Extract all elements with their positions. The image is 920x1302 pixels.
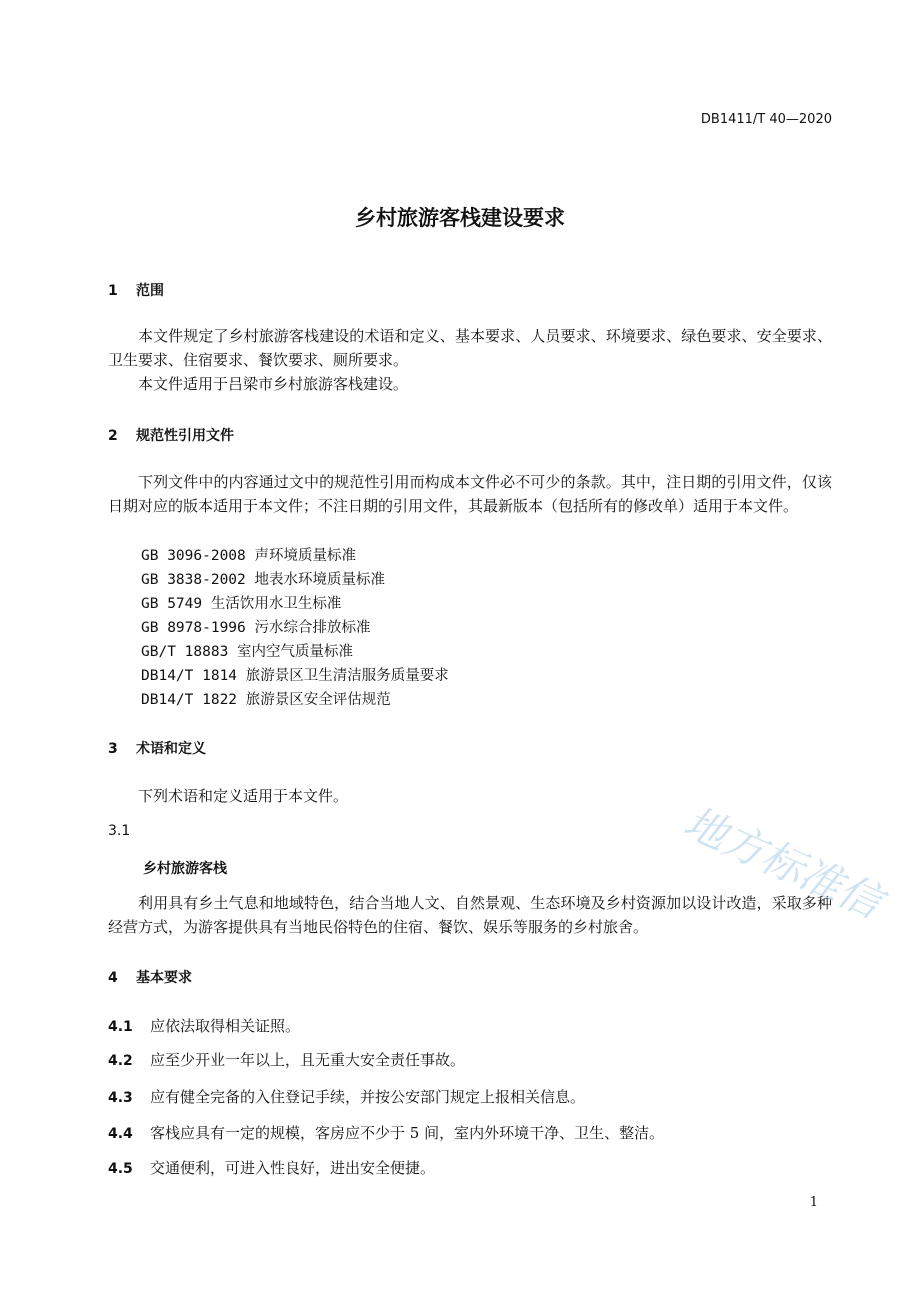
reference-code: GB 3096-2008 bbox=[141, 548, 255, 564]
section-number: 1 bbox=[108, 283, 118, 299]
clause-number: 4.2 bbox=[108, 1053, 133, 1069]
section-number: 3 bbox=[108, 741, 118, 757]
section-number: 2 bbox=[108, 428, 118, 444]
term-name: 乡村旅游客栈 bbox=[143, 861, 227, 877]
section-1-paragraph-1: 本文件规定了乡村旅游客栈建设的术语和定义、基本要求、人员要求、环境要求、绿色要求、安全要求、卫生要求、住宿要求、餐饮要求、厕所要求。 bbox=[108, 327, 832, 369]
clause-text: 应依法取得相关证照。 bbox=[150, 1017, 301, 1035]
reference-title: 生活饮用水卫生标准 bbox=[210, 596, 342, 612]
reference-code: GB 3838-2002 bbox=[141, 572, 255, 588]
clause-number: 4.3 bbox=[108, 1090, 133, 1106]
clause-4-2 bbox=[108, 1049, 465, 1070]
section-3-intro: 下列术语和定义适用于本文件。 bbox=[138, 787, 349, 805]
reference-title: 污水综合排放标准 bbox=[254, 620, 371, 636]
section-title: 基本要求 bbox=[136, 970, 192, 986]
reference-code: GB 5749 bbox=[141, 596, 211, 612]
clause-text: 应有健全完备的入住登记手续，并按公安部门规定上报相关信息。 bbox=[150, 1088, 586, 1106]
clause-4-5 bbox=[108, 1157, 435, 1178]
reference-item bbox=[141, 616, 371, 637]
reference-title: 室内空气质量标准 bbox=[237, 644, 354, 660]
reference-title: 声环境质量标准 bbox=[254, 548, 356, 564]
section-1-paragraph-2: 本文件适用于吕梁市乡村旅游客栈建设。 bbox=[138, 375, 409, 393]
reference-item bbox=[141, 664, 449, 685]
section-3-heading bbox=[108, 738, 206, 758]
page-title: 乡村旅游客栈建设要求 bbox=[355, 206, 565, 230]
watermark: 地方标准信 bbox=[676, 797, 889, 928]
term-definition: 利用具有乡土气息和地域特色，结合当地人文、自然景观、生态环境及乡村资源加以设计改造，采取多种经营方式，为游客提供具有当地民俗特色的住宿、餐饮、娱乐等服务的乡村旅舍。 bbox=[108, 894, 832, 936]
term-number: 3.1 bbox=[108, 823, 131, 839]
reference-title: 旅游景区卫生清洁服务质量要求 bbox=[245, 668, 449, 684]
section-number: 4 bbox=[108, 970, 118, 986]
clause-number: 4.5 bbox=[108, 1161, 133, 1177]
clause-number: 4.1 bbox=[108, 1019, 133, 1035]
section-title: 范围 bbox=[136, 283, 164, 299]
reference-item bbox=[141, 544, 356, 565]
reference-item bbox=[141, 568, 385, 589]
page-number: 1 bbox=[809, 1195, 818, 1210]
clause-number: 4.4 bbox=[108, 1126, 133, 1142]
section-1-heading bbox=[108, 280, 164, 300]
clause-4-1 bbox=[108, 1015, 300, 1036]
reference-code: GB 8978-1996 bbox=[141, 620, 255, 636]
reference-item bbox=[141, 688, 391, 709]
reference-code: GB/T 18883 bbox=[141, 644, 238, 660]
clause-4-3 bbox=[108, 1086, 585, 1107]
reference-title: 旅游景区安全评估规范 bbox=[245, 692, 391, 708]
clause-4-4 bbox=[108, 1122, 664, 1143]
reference-item bbox=[141, 640, 353, 661]
document-code: DB1411/T 40—2020 bbox=[700, 112, 832, 127]
reference-item bbox=[141, 592, 341, 613]
reference-code: DB14/T 1814 bbox=[141, 668, 246, 684]
section-title: 规范性引用文件 bbox=[136, 428, 234, 444]
clause-text: 应至少开业一年以上，且无重大安全责任事故。 bbox=[150, 1051, 466, 1069]
reference-title: 地表水环境质量标准 bbox=[254, 572, 385, 588]
reference-code: DB14/T 1822 bbox=[141, 692, 246, 708]
section-2-intro: 下列文件中的内容通过文中的规范性引用而构成本文件必不可少的条款。其中，注日期的引用文件，仅该日期对应的版本适用于本文件；不注日期的引用文件，其最新版本（包括所有的修改单）适用于本文件。 bbox=[108, 473, 832, 515]
section-2-heading bbox=[108, 425, 234, 445]
clause-text: 交通便利，可进入性良好，进出安全便捷。 bbox=[150, 1159, 436, 1177]
section-title: 术语和定义 bbox=[136, 741, 206, 757]
section-4-heading bbox=[108, 967, 192, 987]
clause-text: 客栈应具有一定的规模，客房应不少于 5 间，室内外环境干净、卫生、整洁。 bbox=[150, 1124, 665, 1142]
